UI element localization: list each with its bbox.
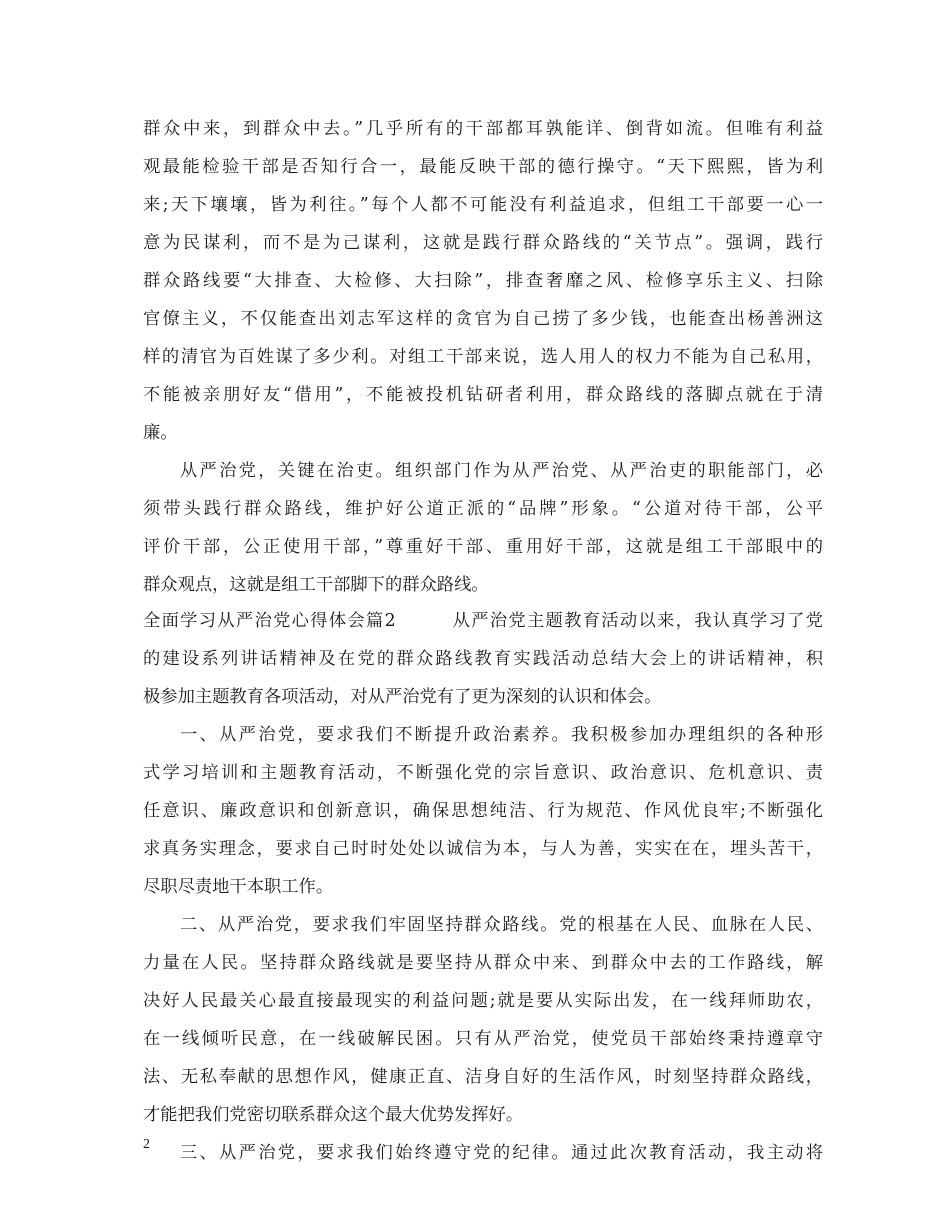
text-line: 不能被亲朋好友“借用”，不能被投机钻研者利用，群众路线的落脚点就在于清 [143, 385, 823, 405]
paragraph-first-line: 三、从严治党，要求我们始终遵守党的纪律。通过此次教育活动，我主动将 [180, 1143, 823, 1163]
paragraph-first-line: 二、从严治党，要求我们牢固坚持群众路线。党的根基在人民、血脉在人民、 [180, 915, 823, 935]
text-line: 尽职尽责地干本职工作。 [143, 877, 334, 897]
text-line: 在一线倾听民意，在一线破解民困。只有从严治党，使党员干部始终秉持遵章守 [143, 1029, 823, 1049]
article-heading-line: 全面学习从严治党心得体会篇2 从严治党主题教育活动以来，我认真学习了党 [143, 611, 823, 631]
paragraph-first-line: 一、从严治党，要求我们不断提升政治素养。我积极参加办理组织的各种形 [180, 725, 823, 745]
text-line: 群众观点，这就是组工干部脚下的群众路线。 [143, 575, 489, 595]
text-line: 力量在人民。坚持群众路线就是要坚持从群众中来、到群众中去的工作路线，解 [143, 953, 823, 973]
text-line: 观最能检验干部是否知行合一，最能反映干部的德行操守。“天下熙熙，皆为利 [143, 157, 823, 177]
text-line: 样的清官为百姓谋了多少利。对组工干部来说，选人用人的权力不能为自己私用， [143, 347, 823, 367]
text-line: 决好人民最关心最直接最现实的利益问题;就是要从实际出发，在一线拜师助农， [143, 991, 823, 1011]
text-line: 官僚主义，不仅能查出刘志军这样的贪官为自己捞了多少钱，也能查出杨善洲这 [143, 309, 823, 329]
text-line: 来;天下壤壤，皆为利往。”每个人都不可能没有利益追求，但组工干部要一心一 [143, 195, 823, 215]
text-line: 评价干部，公正使用干部，”尊重好干部、重用好干部，这就是组工干部眼中的 [143, 537, 823, 557]
text-line: 任意识、廉政意识和创新意识，确保思想纯洁、行为规范、作风优良牢;不断强化 [143, 801, 823, 821]
text-line: 才能把我们党密切联系群众这个最大优势发挥好。 [143, 1105, 524, 1125]
text-line: 群众路线要“大排查、大检修、大扫除”，排查奢靡之风、检修享乐主义、扫除 [143, 271, 823, 291]
text-line: 须带头践行群众路线，维护好公道正派的“品牌”形象。“公道对待干部，公平 [143, 499, 823, 519]
paragraph-first-line: 从严治党，关键在治吏。组织部门作为从严治党、从严治吏的职能部门，必 [180, 461, 823, 481]
text-line: 式学习培训和主题教育活动，不断强化党的宗旨意识、政治意识、危机意识、责 [143, 763, 823, 783]
page-number: 2 [143, 1137, 150, 1152]
text-line: 极参加主题教育各项活动，对从严治党有了更为深刻的认识和体会。 [143, 687, 662, 707]
text-line: 意为民谋利，而不是为己谋利，这就是践行群众路线的“关节点”。强调，践行 [143, 233, 823, 253]
text-line: 求真务实理念，要求自己时时处处以诚信为本，与人为善，实实在在，埋头苦干， [143, 839, 823, 859]
text-line: 法、无私奉献的思想作风，健康正直、洁身自好的生活作风，时刻坚持群众路线， [143, 1067, 823, 1087]
text-line: 的建设系列讲话精神及在党的群众路线教育实践活动总结大会上的讲话精神，积 [143, 649, 823, 669]
text-line: 群众中来，到群众中去。”几乎所有的干部都耳孰能详、倒背如流。但唯有利益 [143, 119, 823, 139]
text-line: 廉。 [143, 423, 178, 443]
